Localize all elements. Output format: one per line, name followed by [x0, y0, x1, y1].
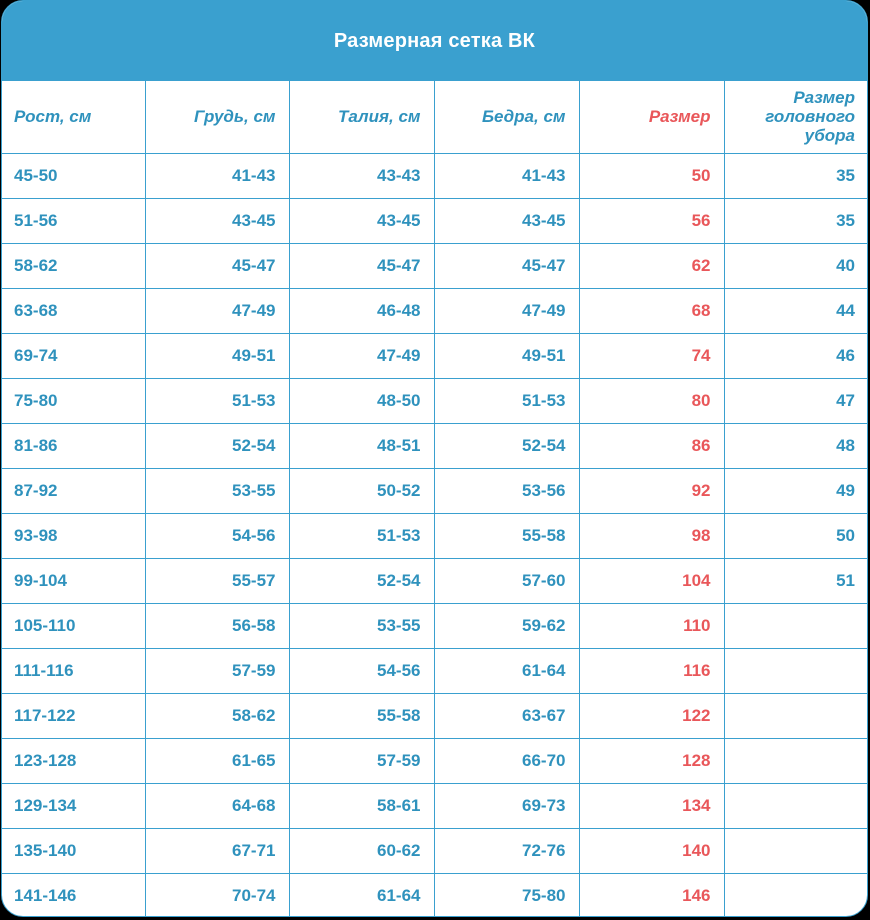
table-header-row	[1, 81, 868, 153]
cell-hat-size	[724, 648, 868, 693]
cell-hips: 45-47	[434, 243, 579, 288]
cell-height: 75-80	[1, 378, 145, 423]
cell-hat-size: 46	[724, 333, 868, 378]
cell-size: 80	[579, 378, 724, 423]
cell-size: 50	[579, 153, 724, 198]
table-row	[1, 738, 868, 783]
cell-waist: 43-45	[289, 198, 434, 243]
cell-height: 87-92	[1, 468, 145, 513]
cell-hips: 75-80	[434, 873, 579, 917]
cell-waist: 51-53	[289, 513, 434, 558]
cell-height: 99-104	[1, 558, 145, 603]
size-chart-card	[1, 0, 868, 917]
cell-chest: 45-47	[145, 243, 289, 288]
cell-hat-size: 35	[724, 198, 868, 243]
cell-size: 98	[579, 513, 724, 558]
header-waist: Талия, см	[289, 81, 434, 153]
cell-size: 134	[579, 783, 724, 828]
cell-size: 110	[579, 603, 724, 648]
cell-waist: 48-50	[289, 378, 434, 423]
cell-waist: 53-55	[289, 603, 434, 648]
table-row	[1, 693, 868, 738]
cell-chest: 67-71	[145, 828, 289, 873]
cell-size: 62	[579, 243, 724, 288]
cell-size: 92	[579, 468, 724, 513]
cell-size: 86	[579, 423, 724, 468]
cell-chest: 70-74	[145, 873, 289, 917]
cell-chest: 57-59	[145, 648, 289, 693]
cell-hips: 52-54	[434, 423, 579, 468]
cell-hat-size: 50	[724, 513, 868, 558]
table-row	[1, 603, 868, 648]
cell-hips: 55-58	[434, 513, 579, 558]
cell-waist: 50-52	[289, 468, 434, 513]
cell-hat-size: 48	[724, 423, 868, 468]
table-row	[1, 243, 868, 288]
cell-height: 141-146	[1, 873, 145, 917]
cell-height: 123-128	[1, 738, 145, 783]
cell-chest: 51-53	[145, 378, 289, 423]
table-row	[1, 198, 868, 243]
cell-height: 81-86	[1, 423, 145, 468]
cell-size: 74	[579, 333, 724, 378]
cell-size: 56	[579, 198, 724, 243]
cell-chest: 53-55	[145, 468, 289, 513]
cell-waist: 54-56	[289, 648, 434, 693]
cell-hat-size: 47	[724, 378, 868, 423]
table-row	[1, 468, 868, 513]
cell-waist: 55-58	[289, 693, 434, 738]
cell-hips: 61-64	[434, 648, 579, 693]
cell-size: 116	[579, 648, 724, 693]
cell-chest: 58-62	[145, 693, 289, 738]
cell-hat-size: 44	[724, 288, 868, 333]
cell-size: 140	[579, 828, 724, 873]
cell-waist: 47-49	[289, 333, 434, 378]
cell-chest: 55-57	[145, 558, 289, 603]
table-row	[1, 783, 868, 828]
cell-chest: 64-68	[145, 783, 289, 828]
header-hips: Бедра, см	[434, 81, 579, 153]
cell-hat-size	[724, 693, 868, 738]
cell-size: 104	[579, 558, 724, 603]
cell-height: 69-74	[1, 333, 145, 378]
cell-hat-size	[724, 783, 868, 828]
cell-height: 45-50	[1, 153, 145, 198]
cell-hat-size	[724, 603, 868, 648]
table-row	[1, 873, 868, 917]
header-size: Размер	[579, 81, 724, 153]
header-height: Рост, см	[1, 81, 145, 153]
cell-hat-size	[724, 738, 868, 783]
cell-chest: 41-43	[145, 153, 289, 198]
cell-height: 105-110	[1, 603, 145, 648]
cell-height: 51-56	[1, 198, 145, 243]
cell-hips: 63-67	[434, 693, 579, 738]
cell-hat-size: 40	[724, 243, 868, 288]
cell-hips: 69-73	[434, 783, 579, 828]
cell-chest: 61-65	[145, 738, 289, 783]
cell-hips: 59-62	[434, 603, 579, 648]
table-row	[1, 378, 868, 423]
table-row	[1, 558, 868, 603]
cell-chest: 52-54	[145, 423, 289, 468]
cell-height: 117-122	[1, 693, 145, 738]
cell-hat-size	[724, 873, 868, 917]
cell-hips: 41-43	[434, 153, 579, 198]
cell-height: 135-140	[1, 828, 145, 873]
cell-waist: 61-64	[289, 873, 434, 917]
cell-waist: 60-62	[289, 828, 434, 873]
header-hat-size: Размер головного убора	[724, 81, 868, 153]
cell-height: 111-116	[1, 648, 145, 693]
table-row	[1, 828, 868, 873]
table-row	[1, 423, 868, 468]
cell-size: 128	[579, 738, 724, 783]
table-body	[1, 153, 868, 917]
cell-hips: 51-53	[434, 378, 579, 423]
cell-hips: 66-70	[434, 738, 579, 783]
header-chest: Грудь, см	[145, 81, 289, 153]
cell-hat-size	[724, 828, 868, 873]
table-row	[1, 333, 868, 378]
table-row	[1, 648, 868, 693]
cell-waist: 48-51	[289, 423, 434, 468]
cell-waist: 43-43	[289, 153, 434, 198]
cell-hips: 72-76	[434, 828, 579, 873]
cell-hips: 57-60	[434, 558, 579, 603]
cell-waist: 57-59	[289, 738, 434, 783]
cell-hat-size: 51	[724, 558, 868, 603]
cell-chest: 56-58	[145, 603, 289, 648]
cell-height: 58-62	[1, 243, 145, 288]
size-table	[1, 81, 868, 917]
cell-chest: 54-56	[145, 513, 289, 558]
cell-chest: 47-49	[145, 288, 289, 333]
cell-hips: 43-45	[434, 198, 579, 243]
cell-hips: 53-56	[434, 468, 579, 513]
cell-height: 63-68	[1, 288, 145, 333]
cell-size: 146	[579, 873, 724, 917]
table-row	[1, 288, 868, 333]
table-row	[1, 153, 868, 198]
cell-waist: 52-54	[289, 558, 434, 603]
cell-size: 122	[579, 693, 724, 738]
cell-chest: 43-45	[145, 198, 289, 243]
cell-height: 129-134	[1, 783, 145, 828]
cell-hips: 49-51	[434, 333, 579, 378]
cell-height: 93-98	[1, 513, 145, 558]
cell-chest: 49-51	[145, 333, 289, 378]
cell-waist: 45-47	[289, 243, 434, 288]
chart-title: Размерная сетка ВК	[2, 1, 867, 81]
cell-waist: 46-48	[289, 288, 434, 333]
cell-waist: 58-61	[289, 783, 434, 828]
table-row	[1, 513, 868, 558]
cell-hat-size: 35	[724, 153, 868, 198]
cell-hat-size: 49	[724, 468, 868, 513]
cell-hips: 47-49	[434, 288, 579, 333]
cell-size: 68	[579, 288, 724, 333]
